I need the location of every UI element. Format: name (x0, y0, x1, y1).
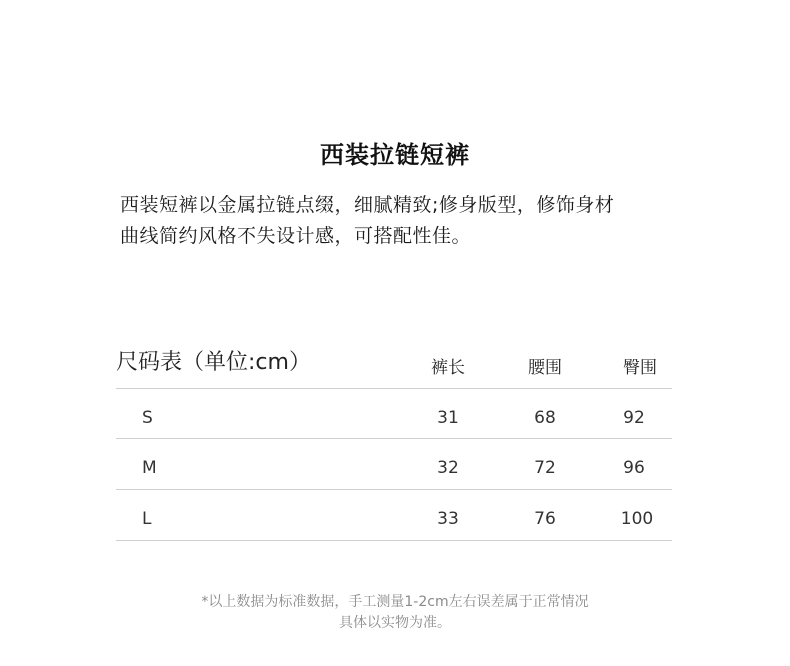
waist-value: 68 (534, 408, 556, 428)
waist-value: 72 (534, 458, 556, 478)
size-label: M (142, 458, 157, 478)
table-divider (116, 388, 672, 389)
note-line-1: *以上数据为标准数据，手工测量1-2cm左右误差属于正常情况 (201, 594, 589, 610)
measurement-note (0, 592, 790, 634)
table-divider (116, 438, 672, 439)
hip-value: 92 (623, 408, 645, 428)
size-table-title: 尺码表（单位:cm） (116, 350, 311, 375)
length-value: 33 (437, 509, 459, 529)
size-label: S (142, 408, 153, 428)
product-title: 西装拉链短裤 (320, 141, 470, 169)
size-label: L (142, 509, 152, 529)
waist-value: 76 (534, 509, 556, 529)
table-row (116, 443, 672, 493)
column-header-hip: 臀围 (623, 358, 657, 378)
table-divider (116, 489, 672, 490)
product-description (120, 190, 680, 252)
description-line-1: 西装短裤以金属拉链点缀，细腻精致;修身版型，修饰身材 (120, 194, 615, 216)
length-value: 31 (437, 408, 459, 428)
column-header-length: 裤长 (431, 358, 465, 378)
table-row (116, 494, 672, 544)
description-line-2: 曲线简约风格不失设计感，可搭配性佳。 (120, 225, 472, 247)
table-row (116, 393, 672, 443)
length-value: 32 (437, 458, 459, 478)
size-table-header (116, 345, 672, 385)
table-divider (116, 540, 672, 541)
column-header-waist: 腰围 (528, 358, 562, 378)
note-line-2: 具体以实物为准。 (339, 615, 451, 631)
hip-value: 96 (623, 458, 645, 478)
hip-value: 100 (620, 509, 654, 529)
